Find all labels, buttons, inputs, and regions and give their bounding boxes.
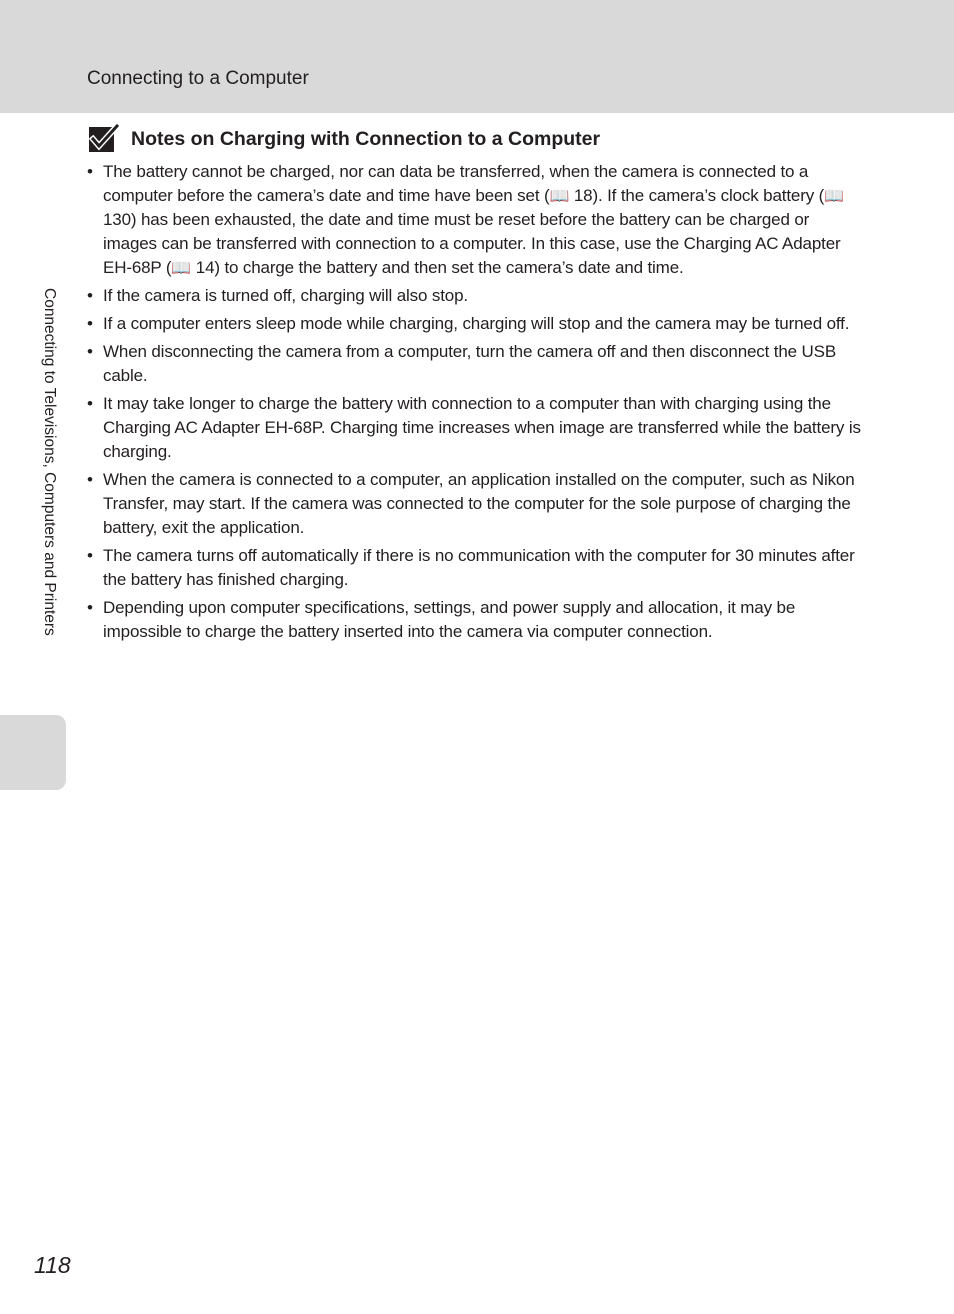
bullet: • (87, 598, 93, 617)
note-text: When the camera is connected to a computer, an application installed on the computer, such as Nikon Transfer, may start. If the camera was connected to the computer for the sole purpose of charging the battery, exit the application. (103, 470, 855, 537)
note-text: If the camera is turned off, charging will also stop. (103, 286, 468, 305)
check-box-icon (88, 124, 120, 154)
note-text: If a computer enters sleep mode while charging, charging will stop and the camera may be turned off. (103, 314, 850, 333)
bullet: • (87, 314, 93, 333)
note-text: 14) to charge the battery and then set the camera’s date and time. (191, 258, 684, 277)
bullet: • (87, 470, 93, 489)
note-text: It may take longer to charge the battery with connection to a computer than with charging using the Charging AC Adapter EH-68P. Charging time increases when image are transferred while the battery is charging. (103, 394, 861, 461)
note-item-date-time (87, 160, 867, 280)
section-title: Connecting to a Computer (87, 68, 309, 89)
book-icon: 📖 (824, 188, 844, 205)
note-item-auto-off (87, 544, 867, 592)
bullet: • (87, 394, 93, 413)
note-text: The camera turns off automatically if there is no communication with the computer for 30 minutes after the battery has finished charging. (103, 546, 855, 589)
chapter-label: Connecting to Televisions, Computers and Printers (41, 288, 58, 636)
note-text: The battery cannot be charged, nor can data be transferred, when the camera is connected to a computer before the camera’s date and time have been set ( (103, 162, 809, 205)
note-item-turned-off (87, 284, 867, 308)
note-text: 130) has been exhausted, the date and time must be reset before the battery can be charged or images can be transferred with connection to a computer. In this case, use the Charging AC Adapter EH-68P ( (103, 210, 841, 277)
note-heading (88, 122, 600, 156)
notes-list (87, 160, 867, 648)
bullet: • (87, 286, 93, 305)
chapter-side-tab (0, 715, 66, 790)
book-icon: 📖 (549, 188, 570, 205)
book-icon: 📖 (171, 260, 192, 277)
bullet: • (87, 546, 93, 565)
note-item-sleep-mode (87, 312, 867, 336)
note-text: When disconnecting the camera from a computer, turn the camera off and then disconnect the USB cable. (103, 342, 837, 385)
bullet: • (87, 342, 93, 361)
page-number: 118 (34, 1252, 71, 1278)
note-text: Depending upon computer specifications, settings, and power supply and allocation, it may be impossible to charge the battery inserted into the camera via computer connection. (103, 598, 796, 641)
note-item-disconnecting (87, 340, 867, 388)
note-item-specifications (87, 596, 867, 644)
header-band (0, 0, 954, 113)
note-title: Notes on Charging with Connection to a Computer (131, 128, 601, 150)
note-item-application (87, 468, 867, 540)
bullet: • (87, 162, 93, 181)
note-item-charge-time (87, 392, 867, 464)
note-text: 18). If the camera’s clock battery ( (569, 186, 825, 205)
